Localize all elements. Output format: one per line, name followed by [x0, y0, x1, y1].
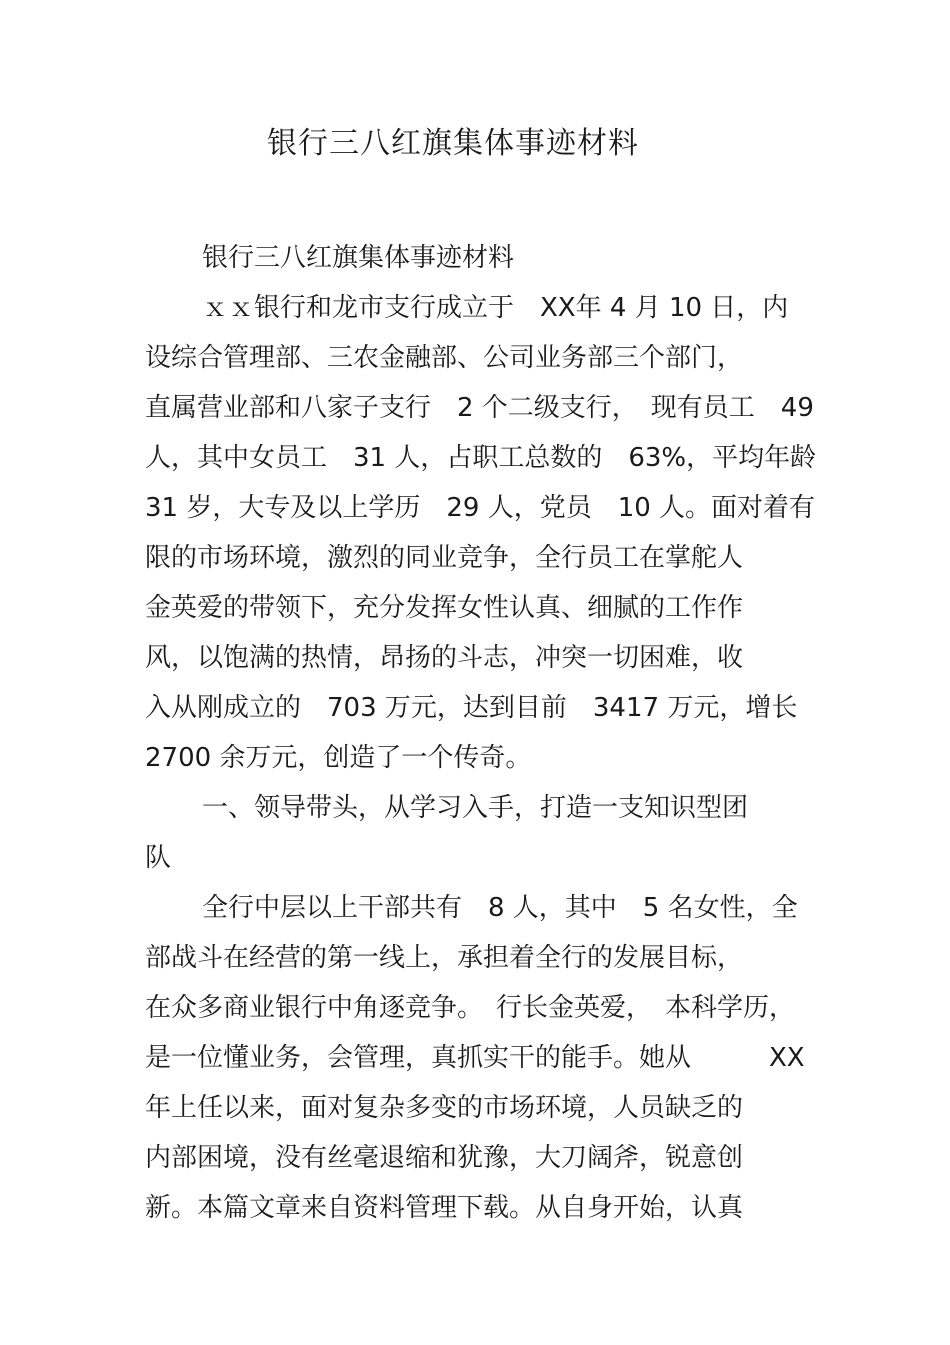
text-line: 内部困境，没有丝毫退缩和犹豫，大刀阔斧，锐意创 [145, 1143, 744, 1173]
text-line: 人，其中女员工 31 人，占职工总数的 63%，平均年龄 [145, 443, 817, 473]
text-line: 直属营业部和八家子支行 2 个二级支行， 现有员工 49 [145, 393, 814, 423]
text-line: 银行三八红旗集体事迹材料 [202, 243, 515, 273]
text-line: 是一位懂业务，会管理，真抓实干的能手。她从 XX [145, 1043, 805, 1073]
text-line: 新。本篇文章来自资料管理下载。从自身开始，认真 [145, 1193, 744, 1223]
text-line: 金英爱的带领下，充分发挥女性认真、细腻的工作作 [145, 593, 744, 623]
section-heading: 一、领导带头，从学习入手，打造一支知识型团 [202, 793, 749, 823]
text-line: 限的市场环境，激烈的同业竞争，全行员工在掌舵人 [145, 543, 744, 573]
text-line: 2700 余万元，创造了一个传奇。 [145, 743, 532, 773]
text-line: 风，以饱满的热情，昂扬的斗志，冲突一切困难，收 [145, 643, 744, 673]
text-line: 入从刚成立的 703 万元，达到目前 3417 万元，增长 [145, 693, 798, 723]
text-line: 31 岁，大专及以上学历 29 人，党员 10 人。面对着有 [145, 493, 816, 523]
text-line: 部战斗在经营的第一线上，承担着全行的发展目标， [145, 943, 744, 973]
text-line: 年上任以来，面对复杂多变的市场环境，人员缺乏的 [145, 1093, 744, 1123]
text-line: 设综合管理部、三农金融部、公司业务部三个部门， [145, 343, 744, 373]
text-line: 在众多商业银行中角逐竞争。 行长金英爱， 本科学历， [145, 993, 796, 1023]
document-title: 银行三八红旗集体事迹材料 [267, 126, 639, 161]
text-line: ｘｘ银行和龙市支行成立于 XX年 4 月 10 日，内 [202, 293, 789, 323]
section-heading-cont: 队 [145, 843, 172, 873]
text-line: 全行中层以上干部共有 8 人，其中 5 名女性，全 [202, 893, 798, 923]
